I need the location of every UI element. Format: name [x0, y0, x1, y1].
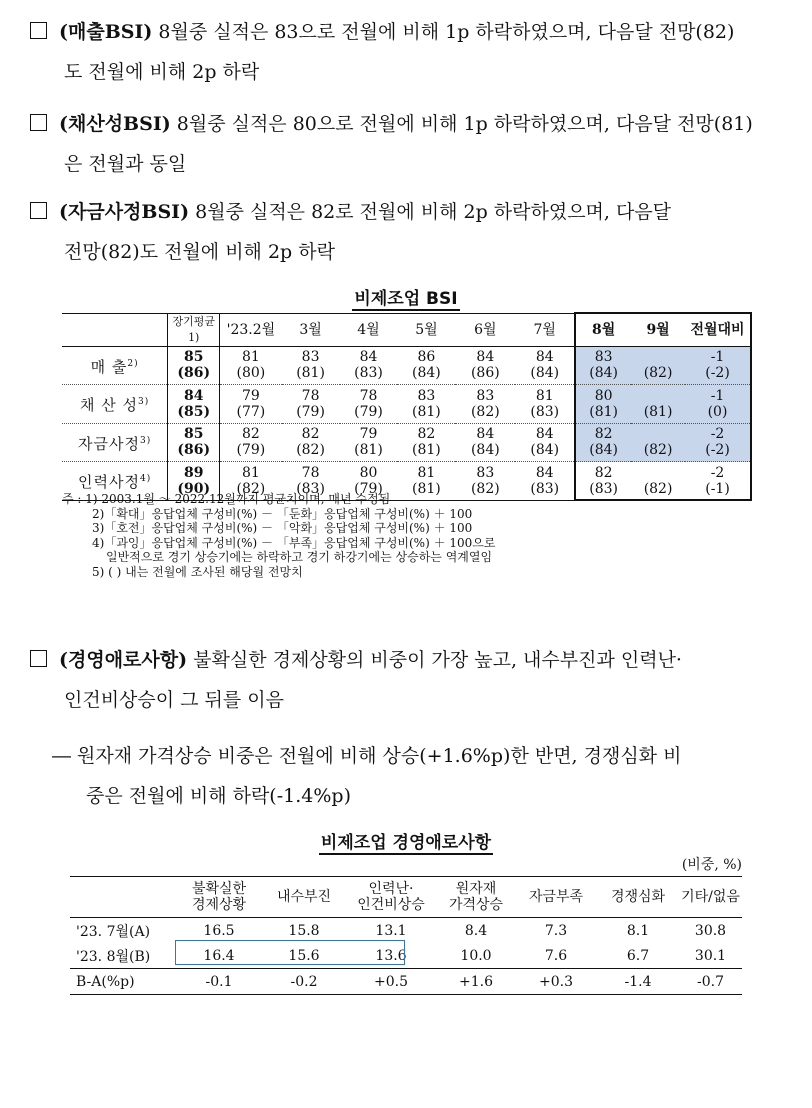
obstacle-row: [70, 943, 742, 969]
bsi-value-cell: 81 (80): [236, 349, 266, 382]
paragraph-heading: (자금사정BSI): [59, 201, 190, 223]
paragraph-sales-bsi: [30, 12, 800, 92]
obstacle-header-cell: 원자재 가격상승: [437, 877, 515, 918]
bsi-long-term-average: 84 (85): [168, 385, 220, 424]
obstacle-header-cell: 불확실한 경제상황: [175, 877, 263, 918]
dash-item-raw-materials: [52, 736, 798, 816]
obstacle-value-cell: +0.5: [345, 969, 437, 995]
obstacle-row: [70, 969, 742, 995]
bsi-value-cell: 81 (81): [397, 462, 455, 501]
header-next-month: 9월: [631, 313, 685, 346]
obstacle-value-cell: 30.8: [694, 922, 727, 939]
bsi-value-cell: (82): [631, 423, 685, 462]
obstacle-value-cell: -1.4: [597, 969, 679, 995]
bsi-value-cell: 84 (84): [530, 349, 560, 382]
note-line: 주 : 1) 2003.1월 ～ 2022.12월까지 평균치이며, 매년 수정됨: [62, 492, 391, 506]
note-line: 5) ( ) 내는 전월에 조사된 해당월 전망치: [92, 564, 303, 579]
paragraph-heading: (채산성BSI): [59, 113, 171, 135]
obstacle-value-cell: 10.0: [460, 947, 492, 964]
obstacle-header-row: [70, 877, 742, 918]
obstacle-table: [70, 876, 742, 995]
obstacle-value-cell: 13.6: [375, 947, 407, 964]
header-month: 6월: [455, 313, 515, 346]
obstacle-value-cell: 8.4: [464, 922, 488, 939]
bsi-row: [62, 423, 751, 462]
bsi-value-cell: 78 (79): [282, 385, 340, 424]
obstacle-header-cell: 경쟁심화: [597, 877, 679, 918]
header-month: 7월: [515, 313, 575, 346]
bsi-value-cell: 82 (82): [282, 423, 340, 462]
paragraph-heading: (매출BSI): [59, 21, 153, 43]
obstacle-value-cell: 6.7: [626, 947, 650, 964]
bsi-value-cell: 82 (83): [575, 462, 631, 501]
dash-text: 원자재 가격상승 비중은 전월에 비해 상승(+1.6%p)한 반면, 경쟁심화 비: [77, 745, 682, 767]
paragraph-text: 8월중 실적은 80으로 전월에 비해 1p 하락하였으며, 다음달 전망(81): [176, 113, 753, 135]
bsi-value-cell: 81 (82): [220, 462, 282, 501]
note-line: 일반적으로 경기 상승기에는 하락하고 경기 하강기에는 상승하는 역계열임: [106, 550, 493, 564]
obstacle-value-cell: +1.6: [437, 969, 515, 995]
header-long-term-average: 장기평균1): [168, 313, 220, 346]
obstacle-row: [70, 918, 742, 944]
bsi-value-cell: 82 (84): [575, 423, 631, 462]
checkbox-bullet-icon: [30, 650, 47, 667]
bsi-value-cell: (81): [631, 385, 685, 424]
bsi-value-cell: 83 (84): [575, 346, 631, 385]
bsi-value-cell: -1 (-2): [685, 346, 751, 385]
bsi-row-label: 매 출$^{2)}$: [90, 357, 139, 376]
bsi-long-term-average: 89 (90): [168, 462, 220, 501]
bsi-row-label: 인력사정$^{4)}$: [62, 462, 168, 501]
paragraph-heading: (경영애로사항): [59, 649, 188, 671]
bsi-value-cell: 84 (84): [455, 423, 515, 462]
bsi-value-cell: -2 (-1): [685, 462, 751, 501]
header-month: '23.2월: [220, 313, 282, 346]
bsi-value-cell: 80 (81): [575, 385, 631, 424]
bsi-value-cell: 86 (84): [412, 349, 441, 382]
obstacle-header-cell: 내수부진: [263, 877, 345, 918]
obstacle-row-label: '23. 8월(B): [76, 948, 151, 965]
obstacle-value-cell: 15.8: [288, 922, 320, 939]
obstacle-value-cell: -0.2: [263, 969, 345, 995]
paragraph-text-continued: 은 전월과 동일: [64, 153, 187, 175]
obstacle-header-cell: 인력난· 인건비상승: [345, 877, 437, 918]
paragraph-text: 불확실한 경제상황의 비중이 가장 높고, 내수부진과 인력난·: [193, 649, 682, 671]
dash-text-continued: 중은 전월에 비해 하락(-1.4%p): [86, 785, 351, 807]
header-month: 3월: [282, 313, 340, 346]
obstacle-header-cell: [70, 877, 175, 918]
bsi-value-cell: 79 (77): [220, 385, 282, 424]
checkbox-bullet-icon: [30, 22, 47, 39]
bsi-value-cell: 83 (81): [296, 349, 325, 382]
bsi-value-cell: 83 (82): [455, 462, 515, 501]
bsi-value-cell: 80 (79): [340, 462, 398, 501]
bsi-value-cell: 83 (82): [455, 385, 515, 424]
obstacle-value-cell: 16.4: [203, 947, 235, 964]
obstacle-header-cell: 기타/없음: [679, 877, 742, 918]
paragraph-text: 8월중 실적은 82로 전월에 비해 2p 하락하였으며, 다음달: [195, 201, 672, 223]
bsi-value-cell: 81 (83): [515, 385, 575, 424]
note-line: 3)「호전」응답업체 구성비(%) － 「악화」응답업체 구성비(%) ＋ 100: [92, 521, 473, 535]
checkbox-bullet-icon: [30, 114, 47, 131]
bsi-value-cell: (82): [631, 346, 685, 385]
bsi-row: [62, 346, 751, 385]
obstacle-row-label: '23. 7월(A): [76, 923, 151, 940]
bsi-value-cell: 84 (83): [515, 462, 575, 501]
checkbox-bullet-icon: [30, 202, 47, 219]
header-month: 4월: [340, 313, 398, 346]
obstacle-value-cell: 8.1: [626, 922, 650, 939]
dash-bullet-icon: ―: [52, 745, 71, 767]
bsi-value-cell: -1 (0): [685, 385, 751, 424]
header-current-month: 8월: [575, 313, 631, 346]
obstacle-header-cell: 자금부족: [515, 877, 597, 918]
obstacle-value-cell: 7.6: [544, 947, 568, 964]
header-month-change: 전월대비: [685, 313, 751, 346]
bsi-table-title: 비제조업 BSI: [354, 289, 458, 309]
bsi-value-cell: 78 (83): [282, 462, 340, 501]
bsi-value-cell: 83 (81): [397, 385, 455, 424]
bsi-long-term-average: 85 (86): [168, 423, 220, 462]
obstacle-value-cell: 7.3: [544, 922, 568, 939]
obstacle-value-cell: -0.1: [175, 969, 263, 995]
obstacle-table-unit: (비중, %): [681, 857, 742, 873]
obstacle-value-cell: 13.1: [375, 922, 407, 939]
bsi-header-row: [62, 313, 751, 346]
obstacle-value-cell: 16.5: [203, 922, 235, 939]
paragraph-text: 8월중 실적은 83으로 전월에 비해 1p 하락하였으며, 다음달 전망(82): [158, 21, 735, 43]
paragraph-text-continued: 인건비상승이 그 뒤를 이음: [64, 689, 285, 711]
bsi-value-cell: 84 (84): [515, 423, 575, 462]
bsi-value-cell: 78 (79): [340, 385, 398, 424]
paragraph-profitability-bsi: [30, 104, 800, 184]
bsi-value-cell: 82 (79): [220, 423, 282, 462]
note-line: 4)「과잉」응답업체 구성비(%) － 「부족」응답업체 구성비(%) ＋ 100으로: [92, 535, 496, 550]
bsi-value-cell: 84 (86): [470, 349, 500, 382]
obstacle-value-cell: +0.3: [515, 969, 597, 995]
bsi-long-term-average: 85 (86): [168, 346, 220, 385]
paragraph-funding-bsi: [30, 192, 800, 272]
bsi-row-label: 채 산 성$^{3)}$: [62, 385, 168, 424]
obstacle-row-label: B-A(%p): [70, 969, 175, 995]
header-month: 5월: [397, 313, 455, 346]
bsi-value-cell: (82): [631, 462, 685, 501]
obstacle-value-cell: 30.1: [694, 947, 727, 964]
obstacle-value-cell: 15.6: [288, 947, 320, 964]
highlight-box: [175, 940, 405, 965]
header-blank: [62, 313, 168, 346]
obstacle-table-title: 비제조업 경영애로사항: [320, 833, 492, 853]
bsi-notes: [62, 492, 495, 579]
note-line: 2)「확대」응답업체 구성비(%) － 「둔화」응답업체 구성비(%) ＋ 100: [92, 506, 473, 521]
paragraph-business-obstacles: [30, 640, 800, 720]
bsi-row: [62, 385, 751, 424]
bsi-value-cell: 84 (83): [354, 349, 383, 382]
bsi-value-cell: 82 (81): [397, 423, 455, 462]
bsi-row-label: 자금사정$^{3)}$: [62, 423, 168, 462]
paragraph-text-continued: 도 전월에 비해 2p 하락: [64, 61, 260, 83]
bsi-value-cell: 79 (81): [340, 423, 398, 462]
obstacle-value-cell: -0.7: [679, 969, 742, 995]
bsi-value-cell: -2 (-2): [685, 423, 751, 462]
bsi-table: [62, 312, 752, 501]
paragraph-text-continued: 전망(82)도 전월에 비해 2p 하락: [64, 241, 335, 263]
